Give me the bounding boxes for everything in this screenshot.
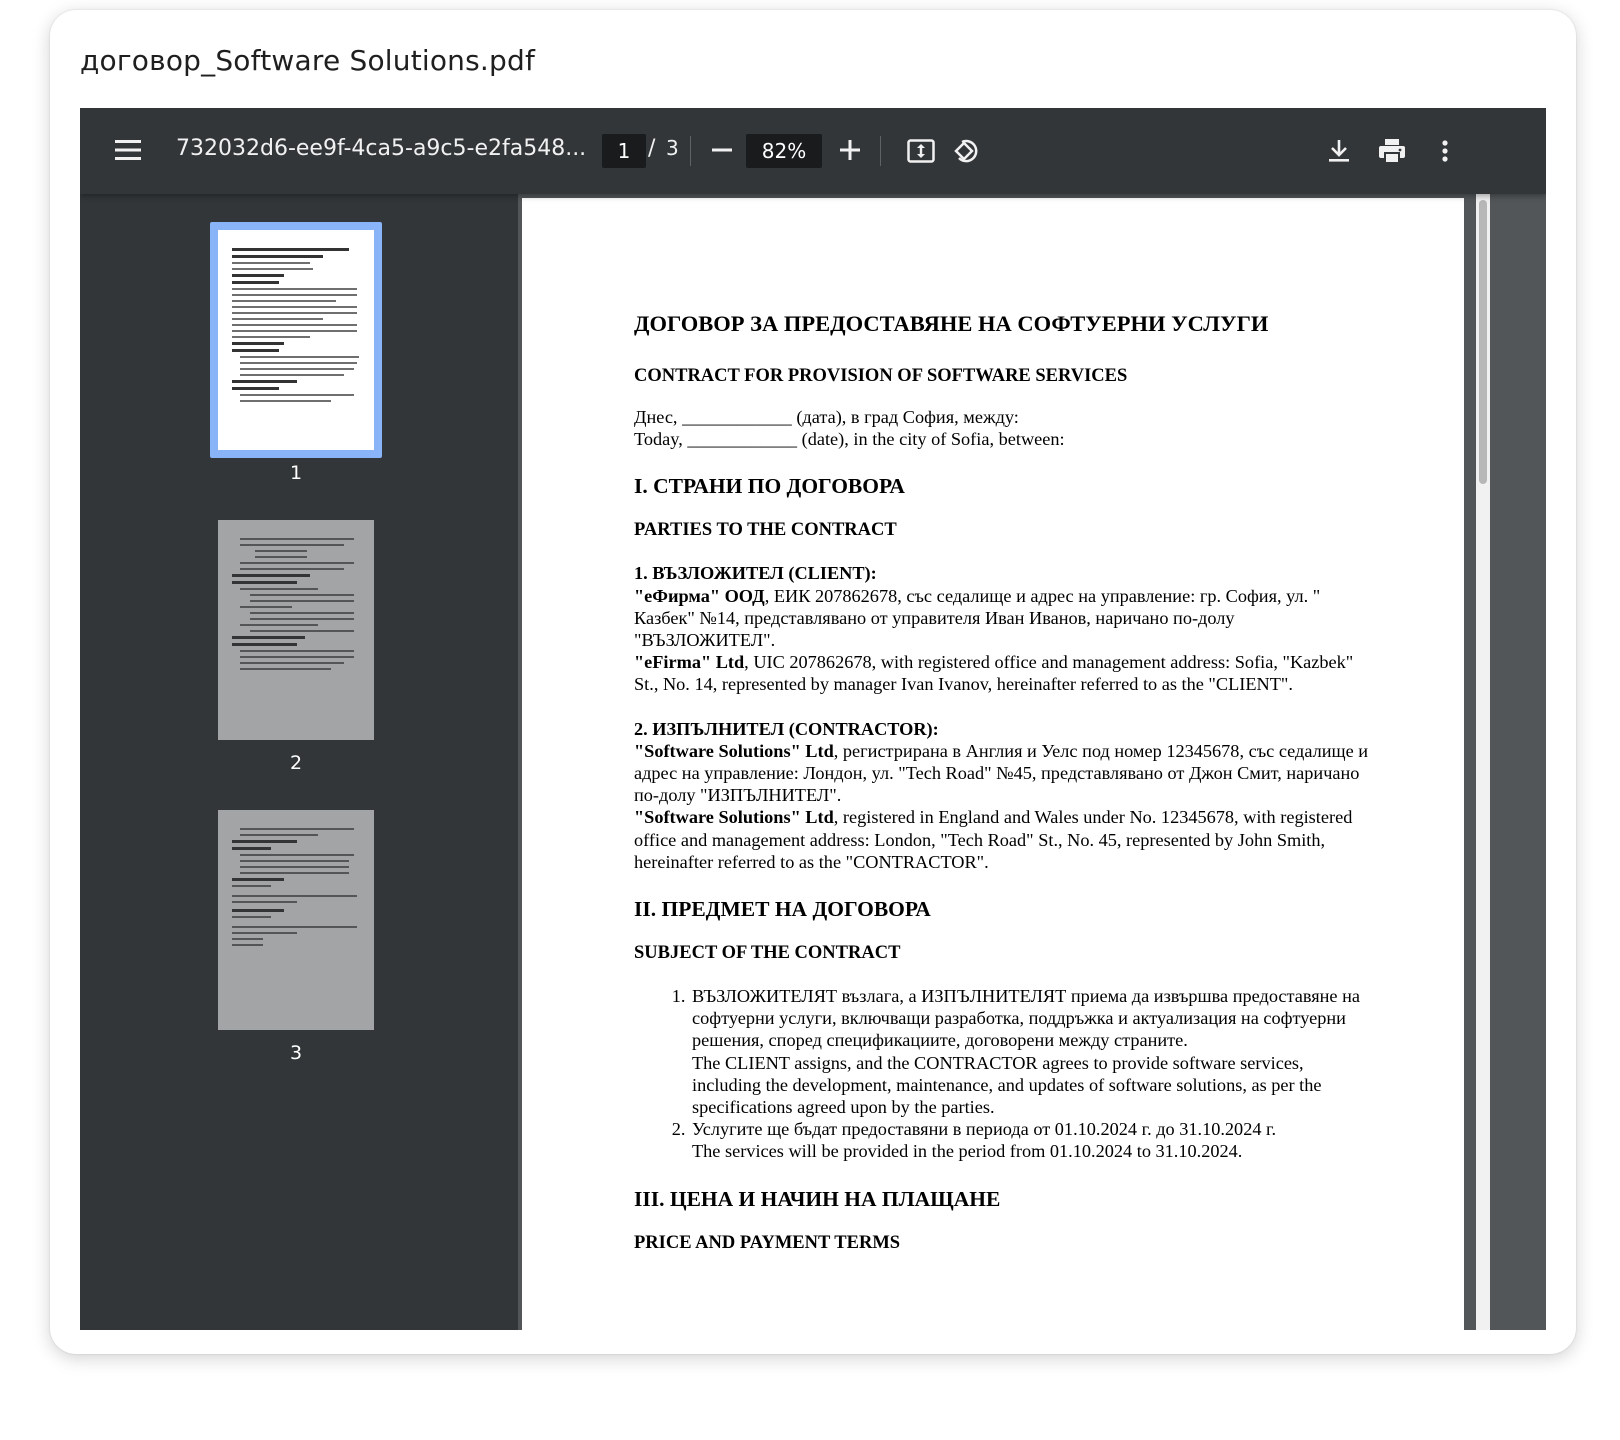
list-item — [690, 1118, 1374, 1162]
contractor-text-bg: , регистрирана в Англия и Уелс под номер 12345678, със седалище и адрес на управление: Лондон, ул. "Tech Road" №45, представлявано от Джон Смит, наричано по-долу "ИЗПЪЛНИТЕЛ". — [634, 740, 1369, 806]
section-1-heading-bg: I. СТРАНИ ПО ДОГОВОРА — [634, 474, 905, 499]
toolbar-divider — [690, 136, 691, 166]
thumbnail-sidebar — [80, 194, 518, 1330]
client-text-en: , UIC 207862678, with registered office and management address: Sofia, "Kazbek" St., No. 14, represented by manager Ivan Ivanov, hereinafter referred to as the "CLIENT". — [634, 652, 1354, 695]
contractor-paragraph-en — [634, 806, 1374, 873]
date-line-bg: Днес, ____________ (дата), в град София, между: — [634, 407, 1019, 427]
item-2-en: The services will be provided in the period from 01.10.2024 to 31.10.2024. — [692, 1141, 1243, 1162]
client-paragraph-bg — [634, 585, 1374, 652]
item-1-en: The CLIENT assigns, and the CONTRACTOR agrees to provide software services, including the development, maintenance, and updates of software solutions, as per the specifications agreed upon by the parties. — [692, 1052, 1322, 1118]
client-paragraph-en — [634, 651, 1374, 695]
plus-icon[interactable] — [832, 132, 868, 168]
menu-icon[interactable] — [110, 132, 146, 168]
toolbar-divider — [880, 136, 881, 166]
contractor-name-bg: "Software Solutions" Ltd — [634, 740, 834, 761]
thumbnail-page-3[interactable] — [218, 810, 374, 1030]
download-icon[interactable] — [1320, 132, 1358, 170]
thumbnail-number-1: 1 — [289, 462, 303, 484]
thumbnail-number-3: 3 — [289, 1042, 303, 1064]
thumbnail-content — [232, 538, 362, 674]
subject-list — [634, 985, 1374, 1163]
contractor-name-en: "Software Solutions" Ltd — [634, 807, 834, 828]
thumbnail-content — [232, 248, 362, 406]
pdf-viewer — [80, 108, 1546, 1330]
document-title-bg: ДОГОВОР ЗА ПРЕДОСТАВЯНЕ НА СОФТУЕРНИ УСЛУГИ — [634, 311, 1269, 336]
print-icon[interactable] — [1372, 132, 1412, 170]
fit-page-icon[interactable] — [902, 132, 940, 170]
thumbnail-page-1[interactable] — [218, 230, 374, 450]
vertical-scrollbar[interactable] — [1476, 194, 1490, 1330]
client-heading: 1. ВЪЗЛОЖИТЕЛ (CLIENT): — [634, 563, 877, 584]
document-pane[interactable] — [518, 194, 1546, 1330]
scrollbar-thumb[interactable] — [1479, 200, 1487, 484]
pdf-card — [50, 10, 1576, 1354]
page-total: 3 — [666, 136, 679, 160]
contractor-heading: 2. ИЗПЪЛНИТЕЛ (CONTRACTOR): — [634, 718, 939, 739]
pdf-page — [522, 198, 1464, 1330]
item-1-bg: ВЪЗЛОЖИТЕЛЯТ възлага, а ИЗПЪЛНИТЕЛЯТ приема да извършва предоставяне на софтуерни услуги, включващи разработка, поддръжка и актуализация на софтуерни решения, според спецификациите, договорени между страните. — [692, 986, 1361, 1051]
section-1-heading-en: PARTIES TO THE CONTRACT — [634, 520, 897, 541]
thumbnail-page-2[interactable] — [218, 520, 374, 740]
more-vert-icon[interactable] — [1426, 132, 1464, 170]
contractor-paragraph-bg — [634, 740, 1374, 807]
page-content — [634, 310, 1374, 1271]
pdf-toolbar — [80, 108, 1546, 194]
client-name-bg: "еФирма" ООД — [634, 585, 765, 606]
section-2-heading-bg: II. ПРЕДМЕТ НА ДОГОВОРА — [634, 897, 931, 922]
card-title: договор_Software Solutions.pdf — [80, 44, 536, 77]
contractor-text-en: , registered in England and Wales under No. 12345678, with registered office and management address: London, "Tech Road" St., No. 45, represented by John Smith, hereinafter referred to as the "CONTRACTOR". — [634, 807, 1353, 872]
date-line-en: Today, ____________ (date), in the city of Sofia, between: — [634, 429, 1065, 450]
rotate-icon[interactable] — [948, 132, 986, 170]
page-number-input[interactable] — [602, 134, 646, 168]
client-name-en: "eFirma" Ltd — [634, 652, 745, 673]
thumbnail-content — [232, 828, 362, 950]
section-3-heading-bg: III. ЦЕНА И НАЧИН НА ПЛАЩАНЕ — [634, 1186, 1001, 1211]
zoom-input[interactable] — [746, 134, 822, 168]
thumbnail-number-2: 2 — [289, 752, 303, 774]
item-2-bg: Услугите ще бъдат предоставяни в периода от 01.10.2024 г. до 31.10.2024 г. — [692, 1119, 1277, 1140]
section-3-heading-en: PRICE AND PAYMENT TERMS — [634, 1232, 901, 1253]
section-2-heading-en: SUBJECT OF THE CONTRACT — [634, 943, 901, 964]
document-title-en: CONTRACT FOR PROVISION OF SOFTWARE SERVICES — [634, 366, 1128, 386]
list-item — [690, 985, 1374, 1118]
client-text-bg: , ЕИК 207862678, със седалище и адрес на управление: гр. София, ул. " Казбек" №14, представлявано от управителя Иван Иванов, наричано по-долу "ВЪЗЛОЖИТЕЛ". — [634, 585, 1321, 651]
page-separator: / — [648, 136, 656, 161]
minus-icon[interactable] — [704, 132, 740, 168]
document-name: 732032d6-ee9f-4ca5-a9c5-e2fa548... — [176, 136, 587, 161]
